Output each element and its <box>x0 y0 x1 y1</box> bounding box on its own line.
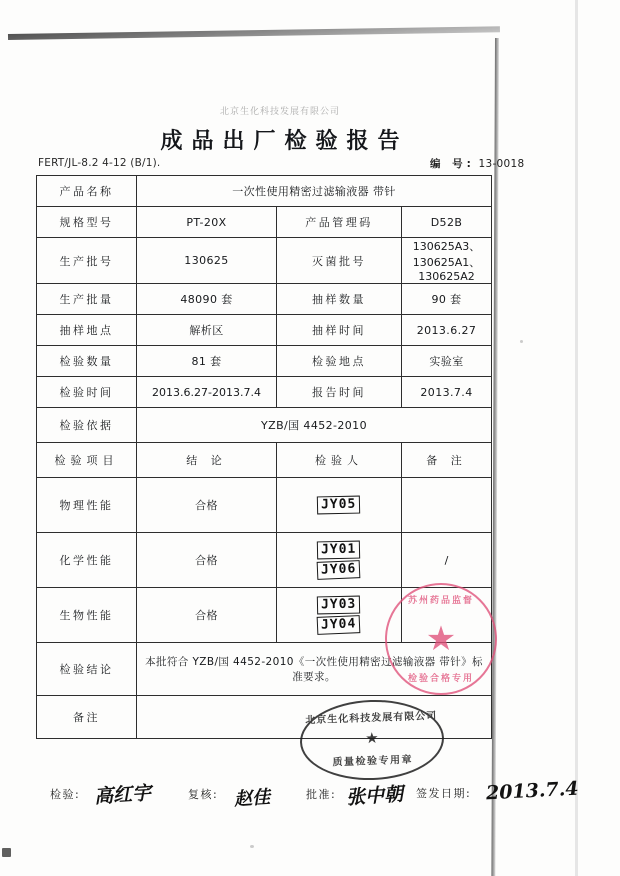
label-sample-quantity: 抽样数量 <box>277 284 402 315</box>
value-sterilization-batch: 130625A3、130625A1、130625A2 <box>402 238 492 284</box>
result-inspector-stamps <box>277 478 402 533</box>
result-remark <box>402 588 492 643</box>
results-header-inspector: 检验人 <box>277 443 402 478</box>
label-sampling-time: 抽样时间 <box>277 315 402 346</box>
value-production-quantity: 48090 套 <box>137 284 277 315</box>
value-spec-model: PT-20X <box>137 207 277 238</box>
document-number-label: 编 号: <box>430 158 475 170</box>
black-seal-top-text: 北京生化科技发展有限公司 <box>305 710 438 727</box>
label-product-name: 产品名称 <box>37 176 137 207</box>
star-icon: ★ <box>364 728 379 748</box>
label-inspection-basis: 检验依据 <box>37 408 137 443</box>
value-management-code: D52B <box>402 207 492 238</box>
label-reviewer-signature: 复核: <box>188 788 219 801</box>
company-name: 北京生化科技发展有限公司 <box>219 107 340 117</box>
table-row-product-name <box>37 176 492 207</box>
label-final-conclusion: 检验结论 <box>37 643 137 696</box>
results-header-item: 检验项目 <box>37 443 137 478</box>
value-product-name: 一次性使用精密过滤输液器 带针 <box>137 176 492 207</box>
handwritten-reviewer-signature: 赵佳 <box>233 786 271 811</box>
inspector-stamp: JY06 <box>317 560 361 580</box>
page-title: 成品出厂检验报告 <box>160 129 409 154</box>
red-seal-bottom-text: 检验合格专用 <box>407 674 475 684</box>
label-issue-date: 签发日期: <box>416 787 472 800</box>
document-number-value: 13-0018 <box>478 158 525 170</box>
table-row-batch <box>37 238 492 284</box>
result-inspector-stamps <box>277 533 402 588</box>
handwritten-inspector-signature: 高红宇 <box>93 782 152 808</box>
table-row-basis <box>37 408 492 443</box>
label-report-time: 报告时间 <box>277 377 402 408</box>
scan-page-edge-far-right <box>575 0 578 876</box>
star-icon: ★ <box>425 619 457 659</box>
label-sterilization-batch: 灭菌批号 <box>277 238 402 284</box>
value-inspection-time: 2013.6.27-2013.7.4 <box>137 377 277 408</box>
result-item-name: 生物性能 <box>37 588 137 643</box>
inspector-stamp: JY04 <box>317 615 361 635</box>
value-final-conclusion: 本批符合 YZB/国 4452-2010《一次性使用精密过滤输液器 带针》标准要求。 <box>137 643 492 696</box>
scan-page-edge-top <box>8 26 500 40</box>
value-sample-quantity: 90 套 <box>402 284 492 315</box>
table-row-inspection-qty <box>37 346 492 377</box>
red-seal-top-text: 苏州药品监督 <box>407 596 475 606</box>
value-report-time: 2013.7.4 <box>402 377 492 408</box>
result-conclusion: 合格 <box>137 588 277 643</box>
table-row-remarks <box>37 696 492 739</box>
scan-smudge-mark <box>2 848 11 857</box>
value-sampling-location: 解析区 <box>137 315 277 346</box>
result-item-name: 化学性能 <box>37 533 137 588</box>
results-header-remark: 备 注 <box>402 443 492 478</box>
scan-speck <box>250 845 254 848</box>
black-seal-bottom-text: 质量检验专用章 <box>332 754 414 769</box>
document-number <box>430 156 524 171</box>
table-row-sampling <box>37 315 492 346</box>
signature-row <box>36 777 580 822</box>
value-inspection-location: 实验室 <box>402 346 492 377</box>
value-remarks <box>137 696 492 739</box>
result-remark <box>402 478 492 533</box>
table-row-conclusion <box>37 643 492 696</box>
label-production-batch: 生产批号 <box>37 238 137 284</box>
label-remarks: 备注 <box>37 696 137 739</box>
scan-speck <box>520 340 523 343</box>
value-inspection-basis: YZB/国 4452-2010 <box>137 408 492 443</box>
label-inspection-time: 检验时间 <box>37 377 137 408</box>
label-approver-signature: 批准: <box>306 788 337 801</box>
inspector-stamp: JY03 <box>317 595 361 614</box>
table-row-result <box>37 478 492 533</box>
result-conclusion: 合格 <box>137 478 277 533</box>
handwritten-issue-date: 2013.7.4 <box>485 777 580 805</box>
result-item-name: 物理性能 <box>37 478 137 533</box>
label-production-quantity: 生产批量 <box>37 284 137 315</box>
value-production-batch: 130625 <box>137 238 277 284</box>
form-code: FERT/JL-8.2 4-12 (B/1). <box>38 157 161 169</box>
table-row-spec <box>37 207 492 238</box>
value-sampling-time: 2013.6.27 <box>402 315 492 346</box>
inspector-stamp: JY01 <box>317 540 361 559</box>
table-row-inspection-time <box>37 377 492 408</box>
label-inspection-location: 检验地点 <box>277 346 402 377</box>
label-management-code: 产品管理码 <box>277 207 402 238</box>
table-row-quantity <box>37 284 492 315</box>
table-row-result <box>37 533 492 588</box>
table-row-result <box>37 588 492 643</box>
handwritten-approver-signature: 张中朝 <box>345 783 404 809</box>
label-inspector-signature: 检验: <box>50 788 81 801</box>
results-header-conclusion: 结 论 <box>137 443 277 478</box>
inspector-stamp: JY05 <box>317 495 361 514</box>
value-inspection-quantity: 81 套 <box>137 346 277 377</box>
label-spec-model: 规格型号 <box>37 207 137 238</box>
results-header-row <box>37 443 492 478</box>
result-inspector-stamps <box>277 588 402 643</box>
report-table-wrapper <box>36 175 491 739</box>
label-inspection-quantity: 检验数量 <box>37 346 137 377</box>
label-sampling-location: 抽样地点 <box>37 315 137 346</box>
report-table <box>36 175 492 739</box>
result-remark: / <box>402 533 492 588</box>
result-conclusion: 合格 <box>137 533 277 588</box>
